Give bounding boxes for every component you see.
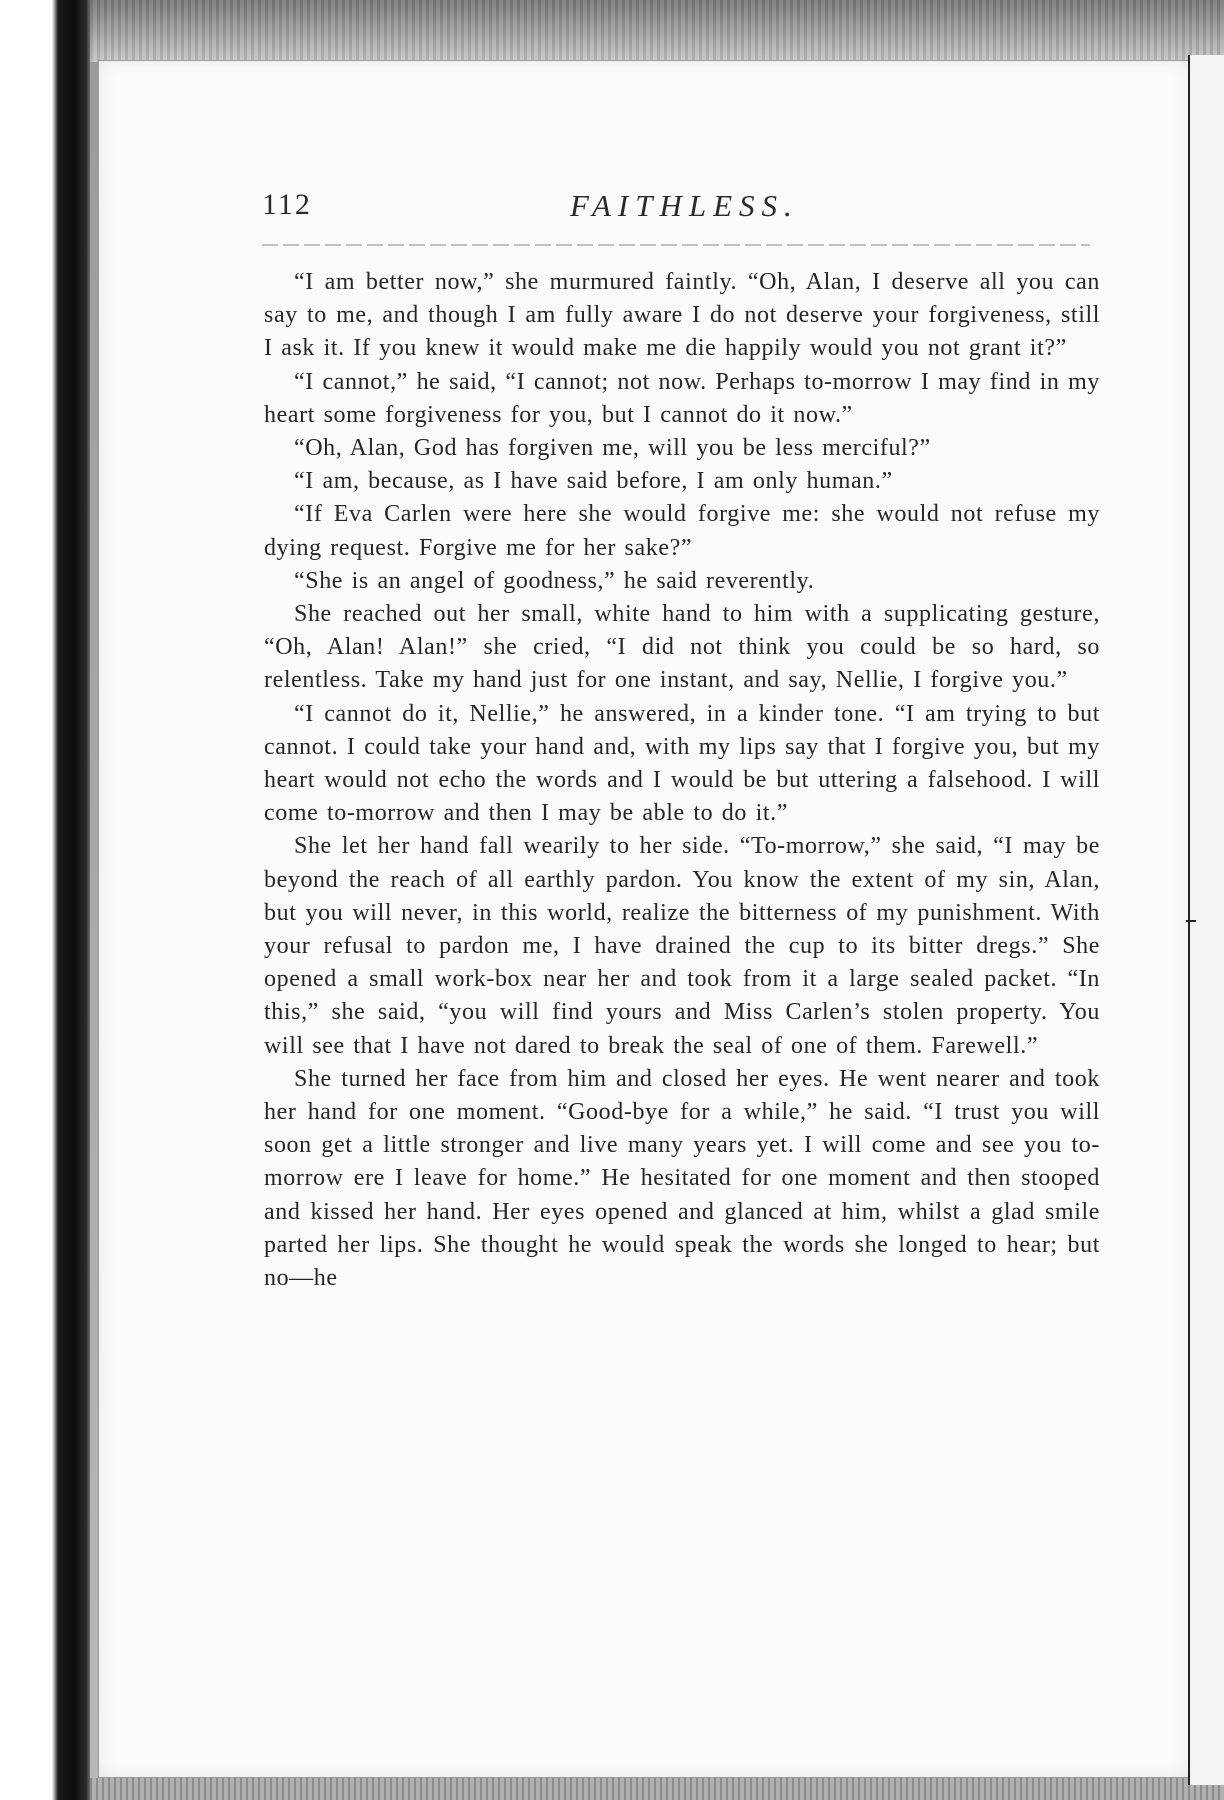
paragraph: She let her hand fall wearily to her side. “To-morrow,” she said, “I may be beyond the reach of all earthly pardon. You know the extent of my sin, Alan, but you will never, in this world, realize the bitterness of my punishment. With your refusal to pardon me, I have drained the cup to its bitter dregs.” She opened a small work-box near her and took from it a large sealed packet. “In this,” she said, “you will find yours and Miss Carlen’s stolen property. You will see that I have not dared to break the seal of one of them. Farewell.” bbox=[264, 833, 1100, 1059]
paragraph: “I cannot,” he said, “I cannot; not now. Perhaps to-morrow I may find in my heart some forgiveness for you, but I cannot do it now.” bbox=[264, 368, 1100, 428]
page-edge-mark bbox=[1186, 920, 1196, 922]
paragraph: “If Eva Carlen were here she would forgive me: she would not refuse my dying request. Forgive me for her sake?” bbox=[264, 501, 1100, 561]
paragraph: “I cannot do it, Nellie,” he answered, in a kinder tone. “I am trying to but cannot. I could take your hand and, with my lips say that I forgive you, but my heart would not echo the words and I would be but uttering a falsehood. I will come to-morrow and then I may be able to do it.” bbox=[264, 700, 1100, 827]
header-rule bbox=[262, 244, 1090, 246]
running-title: FAITHLESS. bbox=[570, 188, 799, 223]
paragraph: “I am better now,” she murmured faintly. “Oh, Alan, I deserve all you can say to me, and though I am fully aware I do not deserve your forgiveness, still I ask it. If you knew it would make me die happily would you not grant it?” bbox=[264, 269, 1100, 362]
scan-border-top bbox=[90, 0, 1224, 62]
book-binding-edge bbox=[0, 0, 90, 1800]
paragraph: “She is an angel of goodness,” he said reverently. bbox=[294, 567, 815, 594]
paragraph: “Oh, Alan, God has forgiven me, will you be less merciful?” bbox=[294, 435, 931, 462]
paragraph: She reached out her small, white hand to him with a supplicating gesture, “Oh, Alan! Alan!” she cried, “I did not think you could be so hard, so relentless. Take my hand just for one instant, and say, Nellie, I forgive you.” bbox=[264, 601, 1100, 694]
page-header bbox=[262, 188, 1092, 228]
body-text bbox=[264, 266, 1100, 1295]
page-number: 112 bbox=[262, 188, 312, 221]
paragraph: She turned her face from him and closed her eyes. He went nearer and took her hand for one moment. “Good-bye for a while,” he said. “I trust you will soon get a little stronger and live many years yet. I will come and see you to-morrow ere I leave for home.” He hesitated for one moment and then stooped and kissed her hand. Her eyes opened and glanced at him, whilst a glad smile parted her lips. She thought he would speak the words she longed to hear; but no—he bbox=[264, 1065, 1100, 1292]
paragraph: “I am, because, as I have said before, I am only human.” bbox=[294, 468, 893, 495]
scan-border-bottom bbox=[90, 1778, 1224, 1800]
